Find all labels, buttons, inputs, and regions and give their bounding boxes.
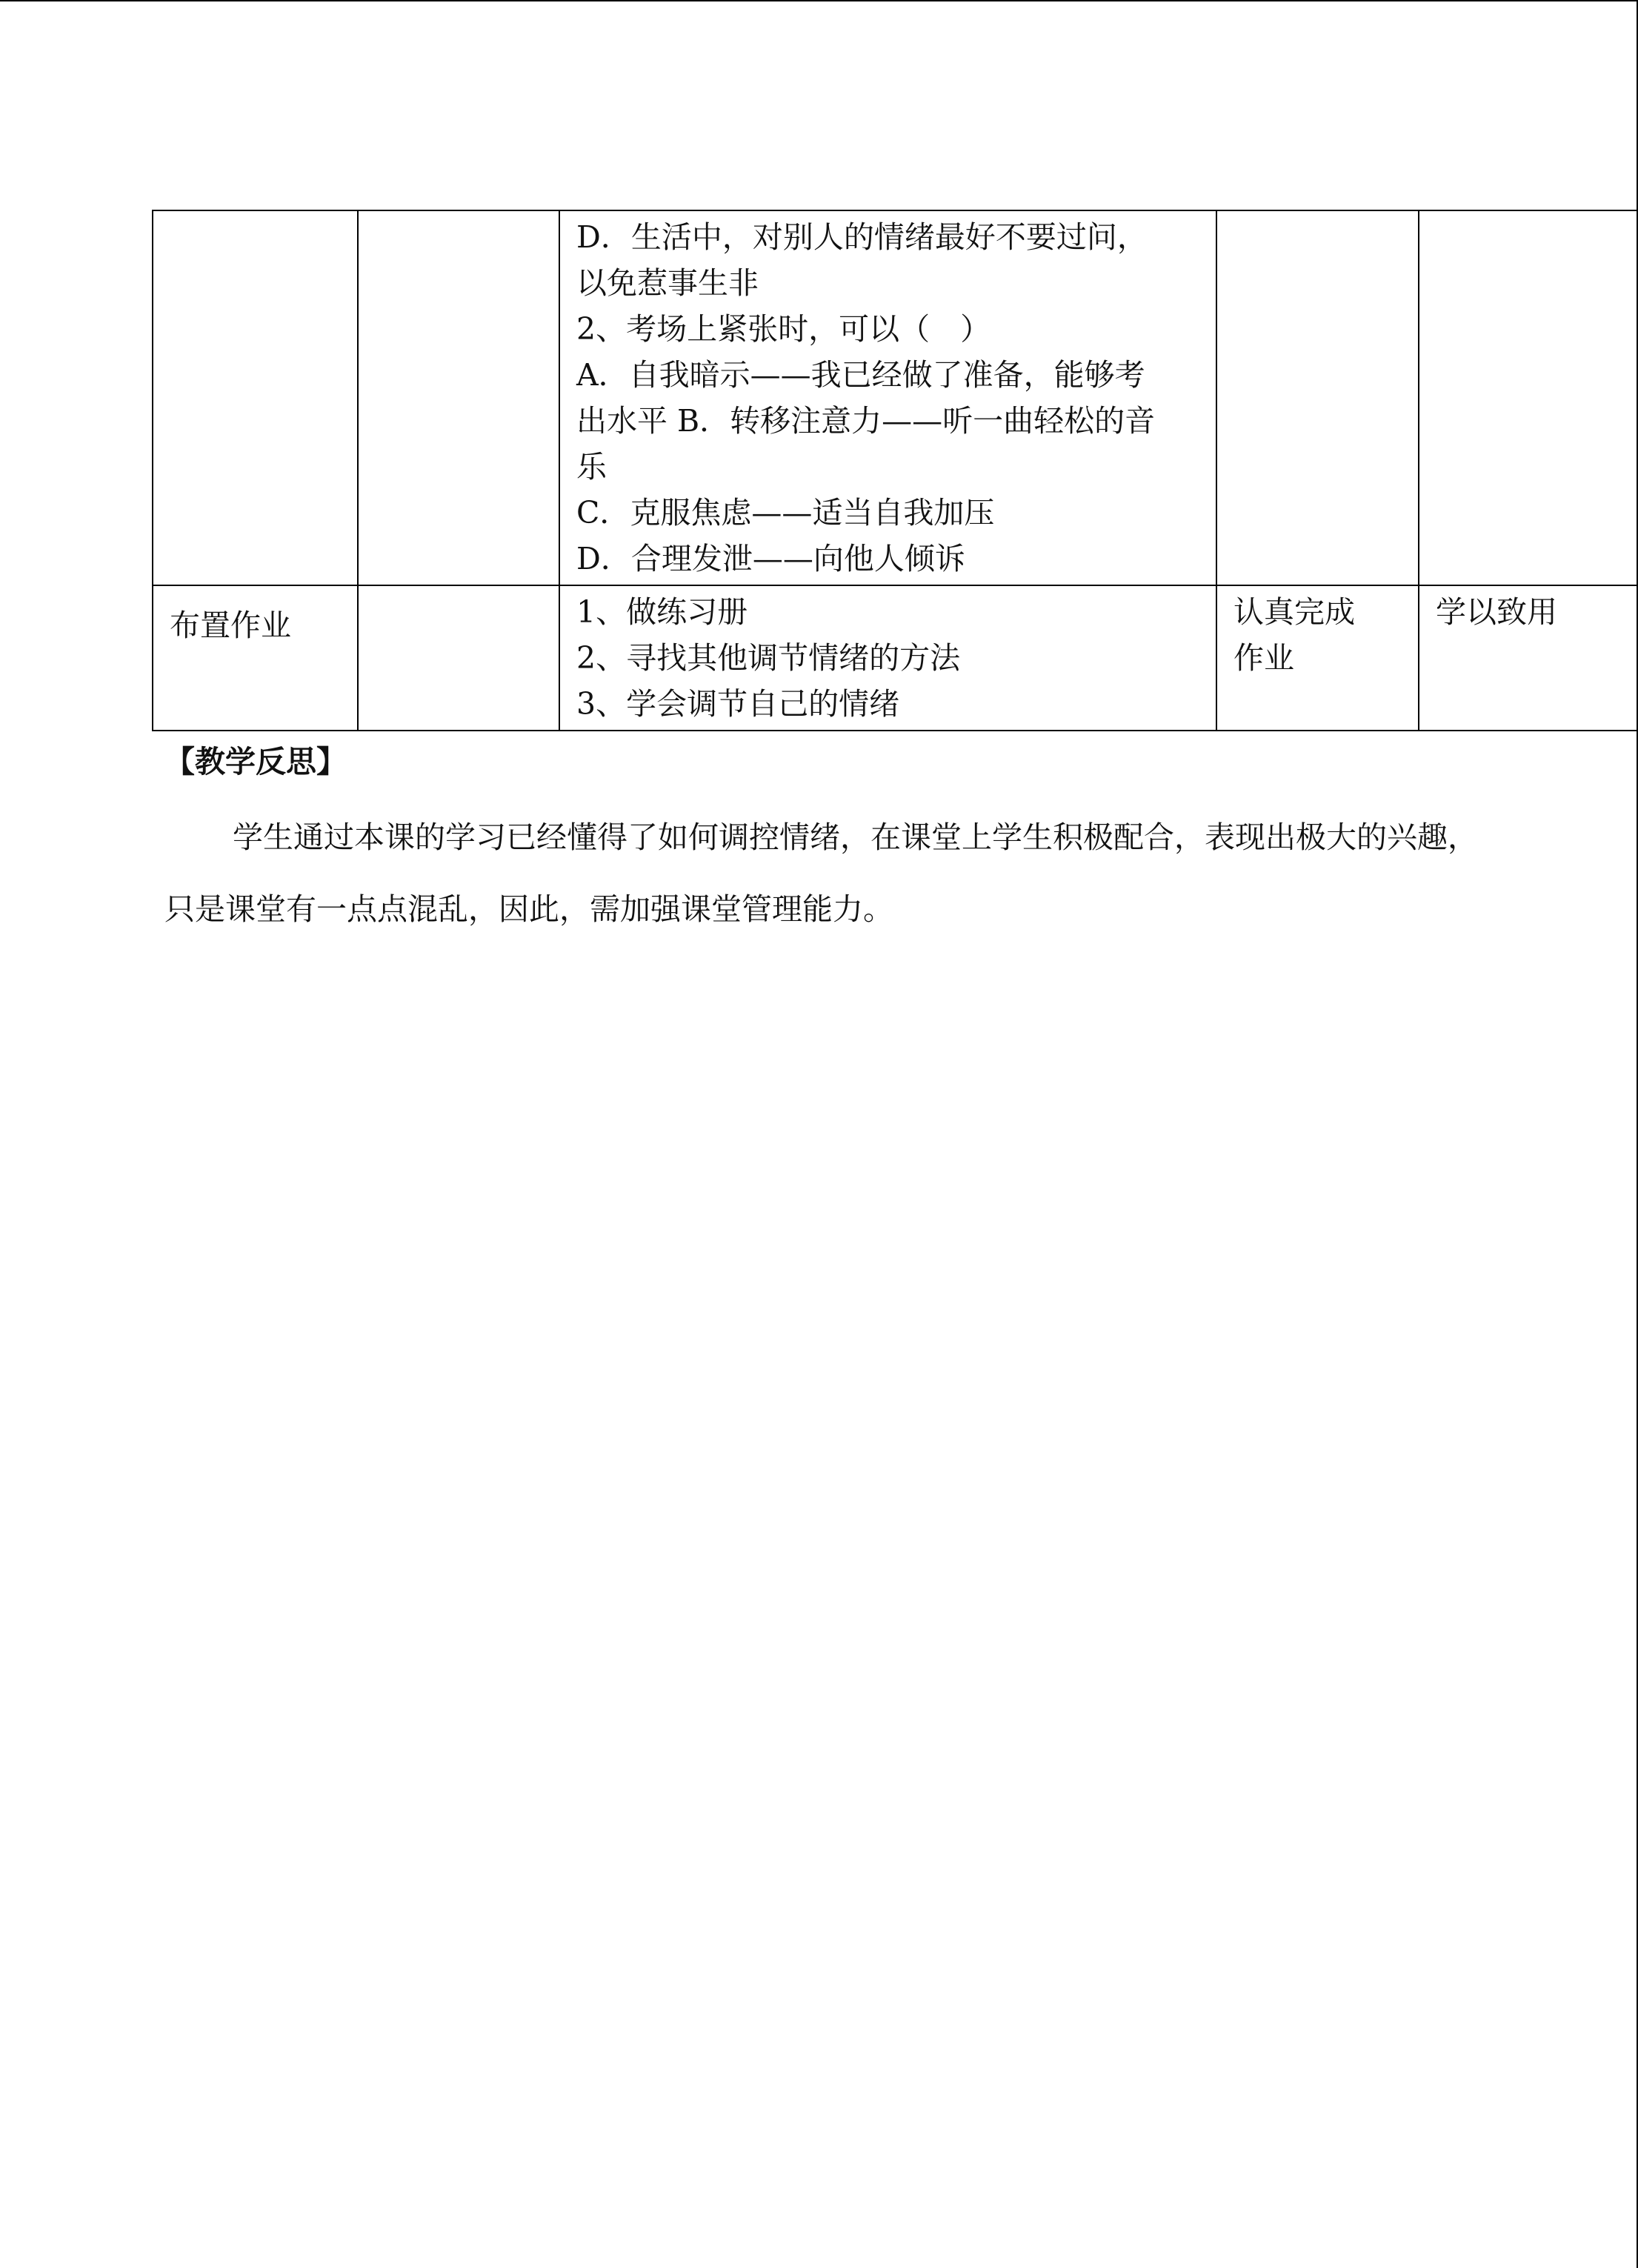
content-cell [559, 585, 1216, 731]
content-line: 出水平 B．转移注意力——听一曲轻松的音 [576, 403, 1156, 439]
stage-label: 布置作业 [170, 608, 291, 643]
student-activity-line: 作业 [1234, 640, 1294, 676]
student-activity-cell [1216, 210, 1419, 585]
design-intent-text: 学以致用 [1436, 594, 1557, 630]
design-intent-cell [1419, 210, 1638, 585]
student-activity-cell [1216, 585, 1419, 731]
content-line: A．自我暗示——我已经做了准备，能够考 [576, 357, 1145, 393]
content-line: D．合理发泄——向他人倾诉 [576, 541, 965, 576]
content-cell [559, 210, 1216, 585]
homework-item: 3、学会调节自己的情绪 [576, 686, 900, 722]
content-line: 2、考场上紧张时，可以（ ） [576, 311, 991, 347]
stage-cell [153, 210, 358, 585]
table-row-exercise-continued [153, 210, 1638, 585]
content-line: D．生活中，对别人的情绪最好不要过问， [576, 219, 1148, 255]
content-line: 乐 [576, 449, 607, 485]
table-row-homework [153, 585, 1638, 731]
homework-item: 1、做练习册 [576, 594, 748, 630]
content-line: C．克服焦虑——适当自我加压 [576, 495, 995, 531]
stage-cell [153, 585, 358, 731]
blank-cell [358, 585, 559, 731]
homework-item: 2、寻找其他调节情绪的方法 [576, 640, 961, 676]
lesson-plan-table [152, 210, 1638, 731]
content-line: 以免惹事生非 [576, 265, 759, 301]
reflection-title: 【教学反思】 [164, 744, 347, 779]
design-intent-cell [1419, 585, 1638, 731]
blank-cell [358, 210, 559, 585]
page-border-top [0, 0, 1638, 1]
reflection-body: 学生通过本课的学习已经懂得了如何调控情绪，在课堂上学生积极配合，表现出极大的兴趣，只是课堂有一点点混乱，因此，需加强课堂管理能力。 [164, 819, 1478, 927]
student-activity-line: 认真完成 [1234, 594, 1355, 630]
